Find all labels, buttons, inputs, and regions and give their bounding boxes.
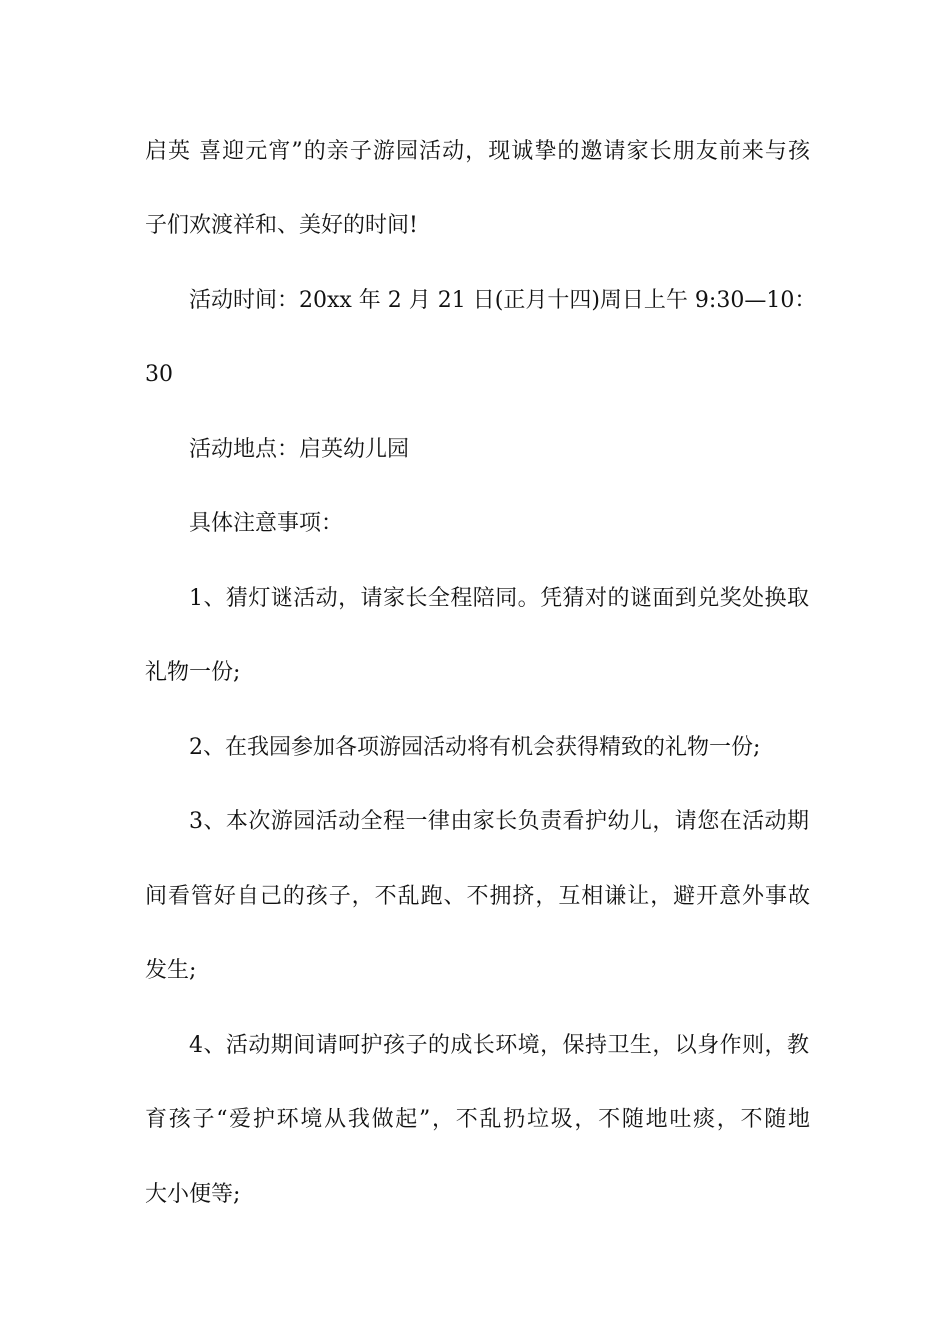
note-item-4-continued: 育孩子“爱护环境从我做起”，不乱扔垃圾，不随地吐痰，不随地 xyxy=(145,1107,810,1132)
activity-location-line: 活动地点：启英幼儿园 xyxy=(189,437,410,462)
activity-time-line: 活动时间：20xx 年 2 月 21 日(正月十四)周日上午 9:30—10： xyxy=(189,288,817,313)
note-item-1-continued: 礼物一份; xyxy=(145,660,241,685)
note-item-3-continued: 间看管好自己的孩子，不乱跑、不拥挤，互相谦让，避开意外事故 xyxy=(145,884,810,909)
note-item-4-end: 大小便等; xyxy=(145,1182,241,1207)
note-item-3: 3、本次游园活动全程一律由家长负责看护幼儿，请您在活动期 xyxy=(189,809,809,834)
paragraph-line: 启英 喜迎元宵”的亲子游园活动，现诚挚的邀请家长朋友前来与孩 xyxy=(145,139,810,164)
activity-time-line-continued: 30 xyxy=(145,362,173,387)
note-item-3-end: 发生; xyxy=(145,958,197,983)
paragraph-line: 子们欢渡祥和、美好的时间! xyxy=(145,213,418,238)
note-item-1: 1、猜灯谜活动，请家长全程陪同。凭猜对的谜面到兑奖处换取 xyxy=(189,586,809,611)
notes-heading: 具体注意事项： xyxy=(189,511,344,536)
note-item-2: 2、在我园参加各项游园活动将有机会获得精致的礼物一份; xyxy=(189,735,761,760)
note-item-4: 4、活动期间请呵护孩子的成长环境，保持卫生，以身作则，教 xyxy=(189,1033,809,1058)
